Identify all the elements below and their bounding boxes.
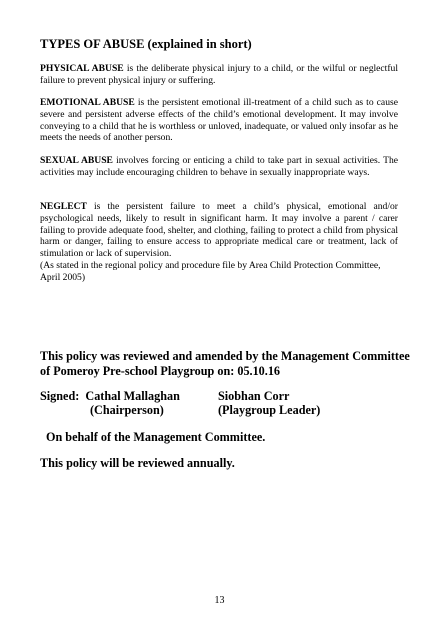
behalf-statement: On behalf of the Management Committee. (46, 430, 266, 444)
role-row (40, 403, 320, 418)
sexual-abuse-paragraph (40, 155, 398, 179)
neglect-text: is the persistent failure to meet a child’s physical, emotional and/or psychological needs, likely to result in significant harm. It may involve a parent / carer failing to provide adequate food, shelter, and clothing, failing to protect a child from physical harm or danger, failing to ensure access to appropriate medical care or treatment, lack of stimulation or lack of supervision. (40, 201, 398, 260)
emotional-abuse-term: EMOTIONAL ABUSE (40, 97, 135, 108)
physical-abuse-term: PHYSICAL ABUSE (40, 63, 124, 74)
leader-name: Siobhan Corr (218, 389, 290, 403)
neglect-term: NEGLECT (40, 201, 87, 212)
section-title: TYPES OF ABUSE (explained in short) (40, 37, 252, 51)
leader-role: (Playgroup Leader) (218, 403, 321, 417)
physical-abuse-paragraph (40, 63, 398, 87)
annual-review-statement: This policy will be reviewed annually. (40, 456, 235, 470)
page-number: 13 (214, 595, 225, 606)
emotional-abuse-paragraph (40, 97, 398, 144)
sexual-abuse-term: SEXUAL ABUSE (40, 155, 113, 166)
chairperson-role: (Chairperson) (90, 403, 164, 417)
neglect-paragraph (40, 201, 398, 284)
signed-label: Signed: (40, 389, 80, 403)
signature-row (40, 389, 289, 404)
emotional-abuse-text: is the persistent emotional ill-treatment of a child such as to cause severe and persistent adverse effects of the child’s emotional development. It may involve conveying to a child that he is worthless or unloved, inadequate, or valued only insofar as he meets the needs of another person. (40, 97, 398, 144)
source-note: (As stated in the regional policy and procedure file by Area Child Protection Committee, April 2005) (40, 259, 381, 283)
sexual-abuse-text: involves forcing or enticing a child to take part in sexual activities. The activities may include encouraging children to behave in sexually inappropriate ways. (40, 155, 398, 178)
review-statement: This policy was reviewed and amended by the Management Committee of Pomeroy Pre-school Playgroup on: 05.10.16 (40, 349, 410, 378)
chairperson-name: Cathal Mallaghan (85, 389, 180, 403)
physical-abuse-text: is the deliberate physical injury to a child, or the wilful or neglectful failure to prevent physical injury or suffering. (40, 63, 398, 86)
